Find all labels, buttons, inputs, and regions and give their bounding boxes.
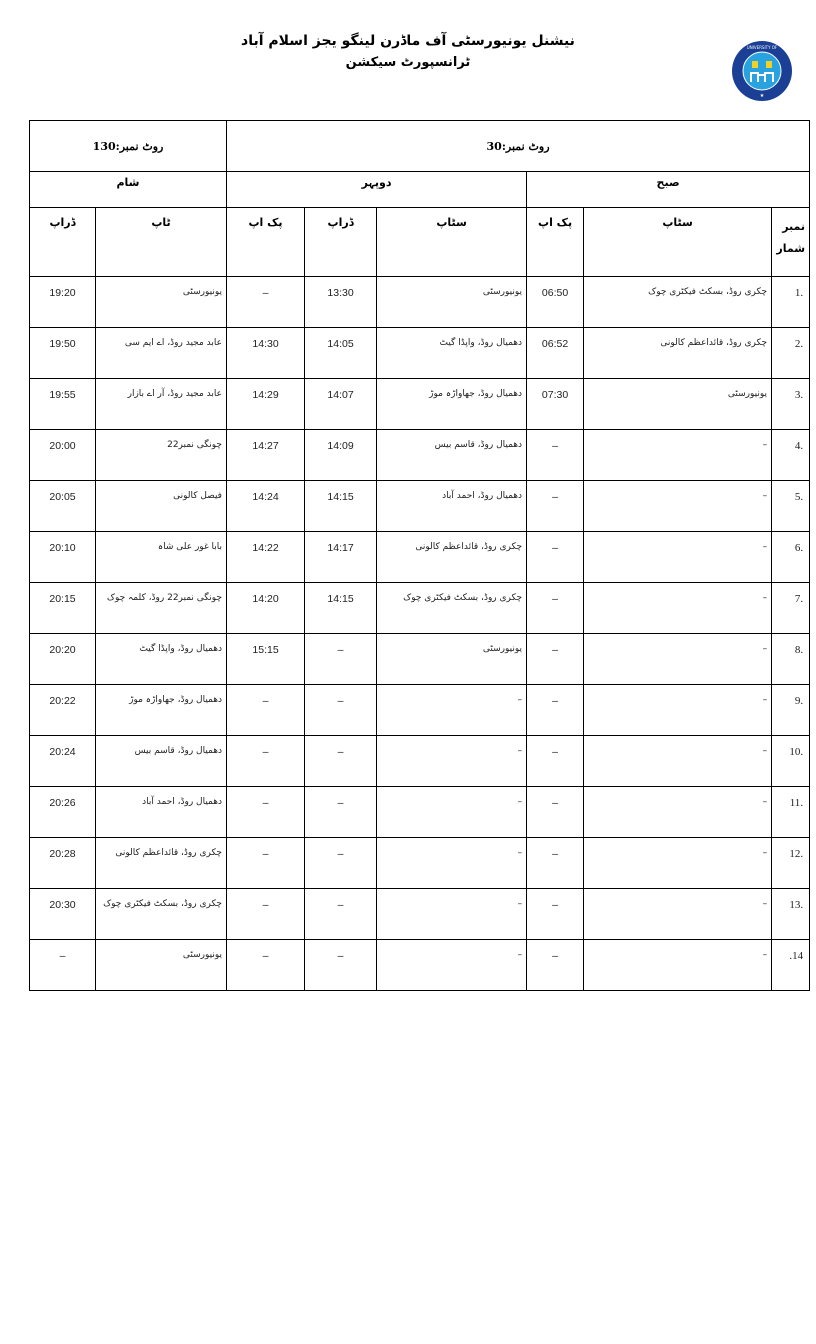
morning-pickup-cell: –: [527, 940, 584, 991]
morning-pickup-cell: –: [527, 685, 584, 736]
evening-stop-cell: عابد مجید روڈ، آر اے بازار: [96, 379, 227, 430]
morning-stop-cell: –: [584, 889, 772, 940]
noon-stop-cell: دھمیال روڈ، واپڈا گیٹ: [377, 328, 527, 379]
noon-stop-cell: دھمیال روڈ، قاسم بیس: [377, 430, 527, 481]
noon-stop-cell: دھمیال روڈ، احمد آباد: [377, 481, 527, 532]
svg-text:★: ★: [759, 93, 765, 99]
serial-cell: .9: [772, 685, 810, 736]
evening-stop-cell: فیصل کالونی: [96, 481, 227, 532]
morning-pickup-cell: –: [527, 430, 584, 481]
university-title: نیشنل یونیورسٹی آف ماڈرن لینگو یجز اسلام آباد: [241, 33, 575, 49]
serial-cell: .10: [772, 736, 810, 787]
morning-stop-cell: –: [584, 736, 772, 787]
noon-pickup-cell: 14:27: [227, 430, 305, 481]
table-row: [30, 328, 810, 379]
noon-pickup-cell: –: [227, 940, 305, 991]
noon-drop-cell: 14:15: [305, 583, 377, 634]
evening-stop-cell: چکری روڈ، بسکٹ فیکٹری چوک: [96, 889, 227, 940]
col-evening-drop: ڈراپ: [30, 208, 96, 277]
noon-drop-cell: 14:15: [305, 481, 377, 532]
table-row: [30, 532, 810, 583]
morning-pickup-cell: –: [527, 838, 584, 889]
evening-stop-cell: دھمیال روڈ، احمد آباد: [96, 787, 227, 838]
noon-stop-cell: –: [377, 940, 527, 991]
morning-pickup-cell: –: [527, 634, 584, 685]
noon-pickup-cell: 14:29: [227, 379, 305, 430]
evening-drop-cell: 20:10: [30, 532, 96, 583]
noon-drop-cell: 14:07: [305, 379, 377, 430]
evening-drop-cell: 20:20: [30, 634, 96, 685]
noon-pickup-cell: 14:24: [227, 481, 305, 532]
noon-stop-cell: –: [377, 838, 527, 889]
serial-cell: .13: [772, 889, 810, 940]
noon-pickup-cell: 14:30: [227, 328, 305, 379]
table-row: [30, 481, 810, 532]
serial-cell: .4: [772, 430, 810, 481]
noon-pickup-cell: 14:22: [227, 532, 305, 583]
noon-stop-cell: –: [377, 736, 527, 787]
morning-stop-cell: چکری روڈ، بسکٹ فیکٹری چوک: [584, 277, 772, 328]
morning-stop-cell: –: [584, 838, 772, 889]
noon-drop-cell: –: [305, 787, 377, 838]
route-130-title: روٹ نمبر:130: [30, 121, 227, 172]
col-noon-drop: ڈراپ: [305, 208, 377, 277]
evening-drop-cell: 19:50: [30, 328, 96, 379]
evening-drop-cell: 20:15: [30, 583, 96, 634]
noon-pickup-cell: 15:15: [227, 634, 305, 685]
noon-pickup-cell: –: [227, 277, 305, 328]
morning-pickup-cell: –: [527, 481, 584, 532]
evening-drop-cell: 20:26: [30, 787, 96, 838]
evening-drop-cell: 20:05: [30, 481, 96, 532]
transport-schedule-table: [29, 120, 810, 991]
morning-stop-cell: –: [584, 583, 772, 634]
col-morning-stop: سٹاپ: [584, 208, 772, 277]
noon-stop-cell: چکری روڈ، بسکٹ فیکٹری چوک: [377, 583, 527, 634]
svg-text:UNIVERSITY OF: UNIVERSITY OF: [746, 45, 778, 50]
table-row: [30, 889, 810, 940]
route-30-title: روٹ نمبر:30: [227, 121, 810, 172]
morning-pickup-cell: –: [527, 583, 584, 634]
route-header-row: [30, 121, 810, 172]
noon-drop-cell: –: [305, 838, 377, 889]
col-noon-pickup: پک اپ: [227, 208, 305, 277]
noon-drop-cell: 14:09: [305, 430, 377, 481]
noon-drop-cell: –: [305, 940, 377, 991]
col-serial: نمبر شمار: [772, 208, 810, 277]
schedule-rows: [30, 277, 810, 991]
table-row: [30, 430, 810, 481]
morning-stop-cell: –: [584, 787, 772, 838]
noon-pickup-cell: –: [227, 787, 305, 838]
serial-cell: .5: [772, 481, 810, 532]
morning-pickup-cell: –: [527, 787, 584, 838]
noon-drop-cell: 14:17: [305, 532, 377, 583]
serial-cell: .3: [772, 379, 810, 430]
morning-pickup-cell: –: [527, 889, 584, 940]
table-row: [30, 277, 810, 328]
evening-drop-cell: 20:00: [30, 430, 96, 481]
morning-stop-cell: چکری روڈ، قائداعظم کالونی: [584, 328, 772, 379]
noon-drop-cell: –: [305, 736, 377, 787]
evening-stop-cell: چکری روڈ، قائداعظم کالونی: [96, 838, 227, 889]
table-row: [30, 583, 810, 634]
morning-stop-cell: –: [584, 532, 772, 583]
morning-pickup-cell: –: [527, 736, 584, 787]
noon-pickup-cell: –: [227, 889, 305, 940]
morning-stop-cell: –: [584, 481, 772, 532]
table-row: [30, 379, 810, 430]
noon-stop-cell: چکری روڈ، قائداعظم کالونی: [377, 532, 527, 583]
table-row: [30, 685, 810, 736]
evening-stop-cell: دھمیال روڈ، جھاواڑہ موڑ: [96, 685, 227, 736]
morning-stop-cell: –: [584, 940, 772, 991]
noon-stop-cell: –: [377, 787, 527, 838]
morning-stop-cell: –: [584, 685, 772, 736]
evening-stop-cell: بابا غور علی شاہ: [96, 532, 227, 583]
serial-cell: 14.: [772, 940, 810, 991]
column-header-row: [30, 208, 810, 277]
serial-cell: .2: [772, 328, 810, 379]
noon-drop-cell: 14:05: [305, 328, 377, 379]
evening-stop-cell: چونگی نمبر22: [96, 430, 227, 481]
col-evening-stop: ٹاپ: [96, 208, 227, 277]
noon-drop-cell: –: [305, 685, 377, 736]
serial-cell: .1: [772, 277, 810, 328]
evening-stop-cell: دھمیال روڈ، واپڈا گیٹ: [96, 634, 227, 685]
noon-stop-cell: یونیورسٹی: [377, 634, 527, 685]
evening-drop-cell: 19:20: [30, 277, 96, 328]
morning-pickup-cell: 06:52: [527, 328, 584, 379]
department-title: ٹرانسپورٹ سیکشن: [345, 55, 471, 70]
morning-stop-cell: یونیورسٹی: [584, 379, 772, 430]
serial-cell: .7: [772, 583, 810, 634]
noon-drop-cell: 13:30: [305, 277, 377, 328]
noon-stop-cell: –: [377, 889, 527, 940]
evening-drop-cell: 20:22: [30, 685, 96, 736]
morning-stop-cell: –: [584, 430, 772, 481]
noon-pickup-cell: –: [227, 736, 305, 787]
noon-stop-cell: –: [377, 685, 527, 736]
period-evening: شام: [30, 172, 227, 208]
noon-stop-cell: دھمیال روڈ، جھاواڑہ موڑ: [377, 379, 527, 430]
noon-stop-cell: یونیورسٹی: [377, 277, 527, 328]
university-logo-icon: [731, 40, 793, 102]
col-morning-pickup: پک اپ: [527, 208, 584, 277]
noon-pickup-cell: –: [227, 838, 305, 889]
evening-drop-cell: 20:24: [30, 736, 96, 787]
evening-stop-cell: عابد مجید روڈ، اے ایم سی: [96, 328, 227, 379]
serial-cell: .11: [772, 787, 810, 838]
col-noon-stop: سٹاپ: [377, 208, 527, 277]
table-row: [30, 940, 810, 991]
morning-stop-cell: –: [584, 634, 772, 685]
morning-pickup-cell: 07:30: [527, 379, 584, 430]
table-row: [30, 736, 810, 787]
serial-cell: .12: [772, 838, 810, 889]
evening-stop-cell: چونگی نمبر22 روڈ، کلمہ چوک: [96, 583, 227, 634]
evening-stop-cell: دھمیال روڈ، قاسم بیس: [96, 736, 227, 787]
period-header-row: [30, 172, 810, 208]
morning-pickup-cell: –: [527, 532, 584, 583]
period-noon: دوپہر: [227, 172, 527, 208]
serial-cell: .8: [772, 634, 810, 685]
evening-stop-cell: یونیورسٹی: [96, 940, 227, 991]
period-morning: صبح: [527, 172, 810, 208]
evening-drop-cell: 19:55: [30, 379, 96, 430]
noon-pickup-cell: 14:20: [227, 583, 305, 634]
table-row: [30, 787, 810, 838]
evening-stop-cell: یونیورسٹی: [96, 277, 227, 328]
table-row: [30, 634, 810, 685]
noon-pickup-cell: –: [227, 685, 305, 736]
document-header: [0, 30, 816, 74]
table-row: [30, 838, 810, 889]
evening-drop-cell: 20:30: [30, 889, 96, 940]
evening-drop-cell: –: [30, 940, 96, 991]
noon-drop-cell: –: [305, 889, 377, 940]
evening-drop-cell: 20:28: [30, 838, 96, 889]
serial-cell: .6: [772, 532, 810, 583]
morning-pickup-cell: 06:50: [527, 277, 584, 328]
noon-drop-cell: –: [305, 634, 377, 685]
